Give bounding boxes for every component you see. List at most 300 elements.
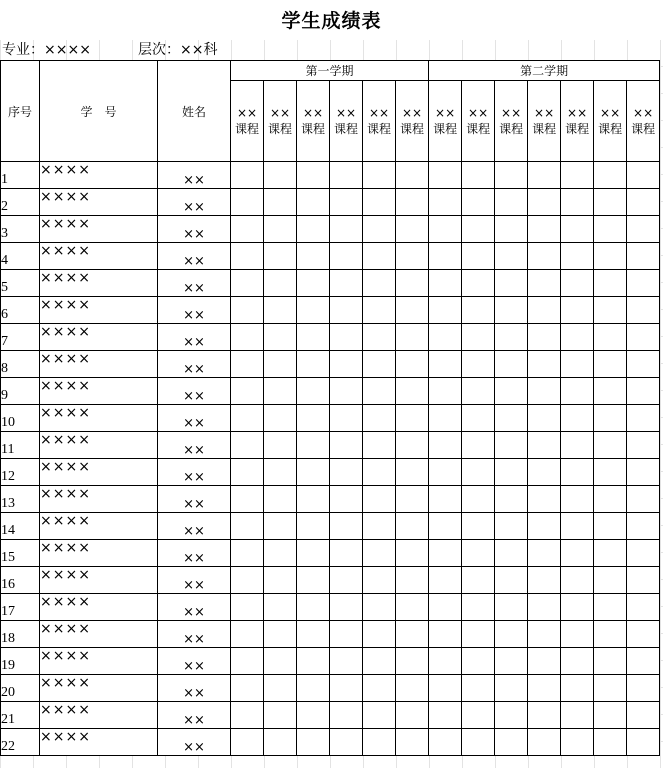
grade-cell[interactable]	[264, 513, 297, 540]
grade-cell[interactable]	[561, 594, 594, 621]
student-name-cell[interactable]: ××	[158, 297, 231, 324]
grade-cell[interactable]	[330, 594, 363, 621]
grade-cell[interactable]	[528, 621, 561, 648]
grade-cell[interactable]	[330, 162, 363, 189]
grade-cell[interactable]	[627, 432, 660, 459]
grade-cell[interactable]	[627, 513, 660, 540]
grade-cell[interactable]	[330, 567, 363, 594]
grade-cell[interactable]	[561, 405, 594, 432]
student-id-cell[interactable]: ××××	[40, 162, 158, 189]
grade-cell[interactable]	[561, 243, 594, 270]
row-number[interactable]: 16	[1, 567, 40, 594]
student-id-cell[interactable]: ××××	[40, 432, 158, 459]
grade-cell[interactable]	[462, 270, 495, 297]
student-id-cell[interactable]: ××××	[40, 297, 158, 324]
grade-cell[interactable]	[429, 324, 462, 351]
grade-cell[interactable]	[528, 189, 561, 216]
row-number[interactable]: 14	[1, 513, 40, 540]
grade-cell[interactable]	[627, 405, 660, 432]
grade-cell[interactable]	[561, 459, 594, 486]
grade-cell[interactable]	[429, 648, 462, 675]
student-name-cell[interactable]: ××	[158, 405, 231, 432]
grade-cell[interactable]	[330, 459, 363, 486]
grade-cell[interactable]	[528, 675, 561, 702]
student-id-cell[interactable]: ××××	[40, 648, 158, 675]
grade-cell[interactable]	[264, 594, 297, 621]
grade-cell[interactable]	[594, 432, 627, 459]
grade-cell[interactable]	[528, 432, 561, 459]
grade-cell[interactable]	[561, 216, 594, 243]
grade-cell[interactable]	[330, 513, 363, 540]
grade-cell[interactable]	[528, 513, 561, 540]
grade-cell[interactable]	[495, 189, 528, 216]
student-id-cell[interactable]: ××××	[40, 675, 158, 702]
grade-cell[interactable]	[363, 594, 396, 621]
grade-cell[interactable]	[528, 459, 561, 486]
grade-cell[interactable]	[264, 729, 297, 756]
grade-cell[interactable]	[363, 702, 396, 729]
grade-cell[interactable]	[627, 729, 660, 756]
grade-cell[interactable]	[594, 594, 627, 621]
grade-cell[interactable]	[429, 243, 462, 270]
grade-cell[interactable]	[264, 189, 297, 216]
student-name-cell[interactable]: ××	[158, 567, 231, 594]
grade-cell[interactable]	[297, 594, 330, 621]
student-name-cell[interactable]: ××	[158, 648, 231, 675]
grade-cell[interactable]	[231, 270, 264, 297]
grade-cell[interactable]	[561, 540, 594, 567]
grade-cell[interactable]	[495, 378, 528, 405]
grade-cell[interactable]	[495, 567, 528, 594]
row-number[interactable]: 3	[1, 216, 40, 243]
grade-cell[interactable]	[528, 729, 561, 756]
grade-cell[interactable]	[627, 270, 660, 297]
grade-cell[interactable]	[231, 675, 264, 702]
grade-cell[interactable]	[297, 297, 330, 324]
grade-cell[interactable]	[297, 432, 330, 459]
student-id-cell[interactable]: ××××	[40, 459, 158, 486]
student-id-cell[interactable]: ××××	[40, 270, 158, 297]
grade-cell[interactable]	[561, 162, 594, 189]
grade-cell[interactable]	[363, 675, 396, 702]
grade-cell[interactable]	[363, 432, 396, 459]
grade-cell[interactable]	[231, 459, 264, 486]
grade-cell[interactable]	[561, 270, 594, 297]
grade-cell[interactable]	[462, 351, 495, 378]
grade-cell[interactable]	[429, 189, 462, 216]
grade-cell[interactable]	[231, 594, 264, 621]
grade-cell[interactable]	[264, 270, 297, 297]
student-name-cell[interactable]: ××	[158, 432, 231, 459]
grade-cell[interactable]	[330, 297, 363, 324]
student-id-cell[interactable]: ××××	[40, 540, 158, 567]
grade-cell[interactable]	[627, 189, 660, 216]
row-number[interactable]: 7	[1, 324, 40, 351]
grade-cell[interactable]	[363, 648, 396, 675]
grade-cell[interactable]	[561, 567, 594, 594]
student-id-cell[interactable]: ××××	[40, 567, 158, 594]
grade-cell[interactable]	[264, 243, 297, 270]
student-name-cell[interactable]: ××	[158, 702, 231, 729]
grade-cell[interactable]	[462, 189, 495, 216]
grade-cell[interactable]	[429, 513, 462, 540]
row-number[interactable]: 8	[1, 351, 40, 378]
grade-cell[interactable]	[528, 243, 561, 270]
grade-cell[interactable]	[528, 648, 561, 675]
grade-cell[interactable]	[264, 648, 297, 675]
grade-cell[interactable]	[495, 405, 528, 432]
row-number[interactable]: 5	[1, 270, 40, 297]
grade-cell[interactable]	[264, 621, 297, 648]
grade-cell[interactable]	[297, 405, 330, 432]
grade-cell[interactable]	[396, 324, 429, 351]
grade-cell[interactable]	[396, 243, 429, 270]
grade-cell[interactable]	[594, 486, 627, 513]
grade-cell[interactable]	[396, 216, 429, 243]
student-id-cell[interactable]: ××××	[40, 378, 158, 405]
grade-cell[interactable]	[429, 351, 462, 378]
grade-cell[interactable]	[363, 540, 396, 567]
grade-cell[interactable]	[561, 702, 594, 729]
grade-cell[interactable]	[264, 459, 297, 486]
grade-cell[interactable]	[231, 324, 264, 351]
student-name-cell[interactable]: ××	[158, 378, 231, 405]
grade-cell[interactable]	[462, 216, 495, 243]
grade-cell[interactable]	[594, 513, 627, 540]
grade-cell[interactable]	[627, 567, 660, 594]
grade-cell[interactable]	[429, 216, 462, 243]
student-id-cell[interactable]: ××××	[40, 513, 158, 540]
student-id-cell[interactable]: ××××	[40, 189, 158, 216]
grade-cell[interactable]	[330, 540, 363, 567]
grade-cell[interactable]	[297, 324, 330, 351]
grade-cell[interactable]	[297, 675, 330, 702]
grade-cell[interactable]	[462, 297, 495, 324]
grade-cell[interactable]	[297, 702, 330, 729]
grade-cell[interactable]	[330, 648, 363, 675]
grade-cell[interactable]	[528, 351, 561, 378]
student-id-cell[interactable]: ××××	[40, 702, 158, 729]
grade-cell[interactable]	[528, 702, 561, 729]
student-name-cell[interactable]: ××	[158, 729, 231, 756]
grade-cell[interactable]	[462, 459, 495, 486]
grade-cell[interactable]	[627, 378, 660, 405]
grade-cell[interactable]	[396, 702, 429, 729]
row-number[interactable]: 15	[1, 540, 40, 567]
grade-cell[interactable]	[594, 648, 627, 675]
grade-cell[interactable]	[363, 459, 396, 486]
student-name-cell[interactable]: ××	[158, 270, 231, 297]
row-number[interactable]: 18	[1, 621, 40, 648]
student-name-cell[interactable]: ××	[158, 324, 231, 351]
grade-cell[interactable]	[528, 405, 561, 432]
grade-cell[interactable]	[495, 486, 528, 513]
grade-cell[interactable]	[297, 621, 330, 648]
grade-cell[interactable]	[495, 702, 528, 729]
grade-cell[interactable]	[561, 513, 594, 540]
grade-cell[interactable]	[561, 486, 594, 513]
grade-cell[interactable]	[462, 513, 495, 540]
grade-cell[interactable]	[429, 729, 462, 756]
grade-cell[interactable]	[561, 324, 594, 351]
grade-cell[interactable]	[363, 189, 396, 216]
grade-cell[interactable]	[330, 432, 363, 459]
grade-cell[interactable]	[330, 189, 363, 216]
grade-cell[interactable]	[396, 378, 429, 405]
grade-cell[interactable]	[297, 459, 330, 486]
grade-cell[interactable]	[297, 162, 330, 189]
grade-cell[interactable]	[363, 378, 396, 405]
grade-cell[interactable]	[594, 243, 627, 270]
grade-cell[interactable]	[627, 621, 660, 648]
grade-cell[interactable]	[528, 297, 561, 324]
grade-cell[interactable]	[528, 567, 561, 594]
grade-cell[interactable]	[396, 513, 429, 540]
grade-cell[interactable]	[627, 459, 660, 486]
grade-cell[interactable]	[396, 621, 429, 648]
grade-cell[interactable]	[363, 405, 396, 432]
grade-cell[interactable]	[429, 702, 462, 729]
grade-cell[interactable]	[528, 486, 561, 513]
grade-cell[interactable]	[495, 459, 528, 486]
row-number[interactable]: 2	[1, 189, 40, 216]
grade-cell[interactable]	[495, 432, 528, 459]
grade-cell[interactable]	[231, 216, 264, 243]
grade-cell[interactable]	[594, 567, 627, 594]
grade-cell[interactable]	[627, 594, 660, 621]
grade-cell[interactable]	[429, 459, 462, 486]
grade-cell[interactable]	[594, 729, 627, 756]
grade-cell[interactable]	[627, 324, 660, 351]
grade-cell[interactable]	[396, 162, 429, 189]
grade-cell[interactable]	[462, 729, 495, 756]
grade-cell[interactable]	[396, 432, 429, 459]
grade-cell[interactable]	[495, 729, 528, 756]
grade-cell[interactable]	[495, 243, 528, 270]
grade-cell[interactable]	[297, 351, 330, 378]
grade-cell[interactable]	[297, 729, 330, 756]
grade-cell[interactable]	[363, 486, 396, 513]
student-name-cell[interactable]: ××	[158, 540, 231, 567]
row-number[interactable]: 19	[1, 648, 40, 675]
grade-cell[interactable]	[363, 324, 396, 351]
grade-cell[interactable]	[396, 297, 429, 324]
grade-cell[interactable]	[528, 540, 561, 567]
student-name-cell[interactable]: ××	[158, 513, 231, 540]
grade-cell[interactable]	[594, 621, 627, 648]
grade-cell[interactable]	[330, 351, 363, 378]
grade-cell[interactable]	[627, 486, 660, 513]
grade-cell[interactable]	[429, 594, 462, 621]
grade-cell[interactable]	[231, 567, 264, 594]
grade-cell[interactable]	[462, 567, 495, 594]
grade-cell[interactable]	[429, 567, 462, 594]
grade-cell[interactable]	[396, 675, 429, 702]
grade-cell[interactable]	[264, 675, 297, 702]
grade-cell[interactable]	[363, 162, 396, 189]
grade-cell[interactable]	[297, 243, 330, 270]
grade-cell[interactable]	[231, 162, 264, 189]
student-id-cell[interactable]: ××××	[40, 351, 158, 378]
grade-cell[interactable]	[528, 216, 561, 243]
grade-cell[interactable]	[396, 459, 429, 486]
grade-cell[interactable]	[264, 486, 297, 513]
student-id-cell[interactable]: ××××	[40, 324, 158, 351]
grade-cell[interactable]	[396, 540, 429, 567]
student-name-cell[interactable]: ××	[158, 162, 231, 189]
grade-cell[interactable]	[330, 243, 363, 270]
grade-cell[interactable]	[462, 621, 495, 648]
grade-cell[interactable]	[495, 324, 528, 351]
grade-cell[interactable]	[396, 648, 429, 675]
grade-cell[interactable]	[396, 486, 429, 513]
grade-cell[interactable]	[528, 324, 561, 351]
grade-cell[interactable]	[594, 675, 627, 702]
grade-cell[interactable]	[330, 702, 363, 729]
grade-cell[interactable]	[363, 270, 396, 297]
grade-cell[interactable]	[627, 297, 660, 324]
grade-cell[interactable]	[594, 351, 627, 378]
grade-cell[interactable]	[297, 540, 330, 567]
grade-cell[interactable]	[594, 324, 627, 351]
grade-cell[interactable]	[363, 216, 396, 243]
grade-cell[interactable]	[462, 675, 495, 702]
grade-cell[interactable]	[264, 324, 297, 351]
student-id-cell[interactable]: ××××	[40, 594, 158, 621]
grade-cell[interactable]	[231, 189, 264, 216]
grade-cell[interactable]	[231, 513, 264, 540]
row-number[interactable]: 21	[1, 702, 40, 729]
grade-cell[interactable]	[495, 648, 528, 675]
grade-cell[interactable]	[561, 297, 594, 324]
grade-cell[interactable]	[429, 432, 462, 459]
grade-cell[interactable]	[594, 189, 627, 216]
grade-cell[interactable]	[627, 648, 660, 675]
grade-cell[interactable]	[561, 729, 594, 756]
grade-cell[interactable]	[495, 216, 528, 243]
student-name-cell[interactable]: ××	[158, 243, 231, 270]
row-number[interactable]: 17	[1, 594, 40, 621]
grade-cell[interactable]	[462, 540, 495, 567]
row-number[interactable]: 6	[1, 297, 40, 324]
student-name-cell[interactable]: ××	[158, 675, 231, 702]
grade-cell[interactable]	[594, 459, 627, 486]
grade-cell[interactable]	[429, 675, 462, 702]
row-number[interactable]: 12	[1, 459, 40, 486]
grade-cell[interactable]	[231, 297, 264, 324]
student-name-cell[interactable]: ××	[158, 351, 231, 378]
grade-cell[interactable]	[594, 540, 627, 567]
grade-cell[interactable]	[429, 405, 462, 432]
grade-cell[interactable]	[462, 702, 495, 729]
grade-cell[interactable]	[462, 432, 495, 459]
grade-cell[interactable]	[462, 378, 495, 405]
student-id-cell[interactable]: ××××	[40, 243, 158, 270]
grade-cell[interactable]	[363, 729, 396, 756]
grade-cell[interactable]	[264, 567, 297, 594]
row-number[interactable]: 1	[1, 162, 40, 189]
grade-cell[interactable]	[594, 162, 627, 189]
grade-cell[interactable]	[462, 243, 495, 270]
grade-cell[interactable]	[594, 216, 627, 243]
grade-cell[interactable]	[363, 621, 396, 648]
grade-cell[interactable]	[594, 378, 627, 405]
grade-cell[interactable]	[561, 675, 594, 702]
row-number[interactable]: 9	[1, 378, 40, 405]
student-id-cell[interactable]: ××××	[40, 405, 158, 432]
grade-cell[interactable]	[396, 270, 429, 297]
grade-cell[interactable]	[264, 162, 297, 189]
row-number[interactable]: 11	[1, 432, 40, 459]
grade-cell[interactable]	[561, 648, 594, 675]
grade-cell[interactable]	[264, 702, 297, 729]
grade-cell[interactable]	[561, 378, 594, 405]
grade-cell[interactable]	[231, 729, 264, 756]
grade-cell[interactable]	[561, 189, 594, 216]
grade-cell[interactable]	[231, 405, 264, 432]
grade-cell[interactable]	[330, 216, 363, 243]
grade-cell[interactable]	[297, 567, 330, 594]
grade-cell[interactable]	[264, 540, 297, 567]
student-name-cell[interactable]: ××	[158, 594, 231, 621]
grade-cell[interactable]	[396, 351, 429, 378]
grade-cell[interactable]	[297, 378, 330, 405]
grade-cell[interactable]	[396, 729, 429, 756]
student-name-cell[interactable]: ××	[158, 189, 231, 216]
grade-cell[interactable]	[495, 162, 528, 189]
grade-cell[interactable]	[462, 594, 495, 621]
row-number[interactable]: 22	[1, 729, 40, 756]
student-id-cell[interactable]: ××××	[40, 621, 158, 648]
grade-cell[interactable]	[363, 351, 396, 378]
grade-cell[interactable]	[528, 378, 561, 405]
grade-cell[interactable]	[264, 351, 297, 378]
grade-cell[interactable]	[495, 540, 528, 567]
row-number[interactable]: 13	[1, 486, 40, 513]
grade-cell[interactable]	[429, 540, 462, 567]
grade-cell[interactable]	[627, 162, 660, 189]
grade-cell[interactable]	[264, 432, 297, 459]
grade-cell[interactable]	[462, 648, 495, 675]
grade-cell[interactable]	[462, 486, 495, 513]
grade-cell[interactable]	[627, 675, 660, 702]
grade-cell[interactable]	[528, 162, 561, 189]
grade-cell[interactable]	[429, 297, 462, 324]
grade-cell[interactable]	[429, 162, 462, 189]
grade-cell[interactable]	[330, 675, 363, 702]
grade-cell[interactable]	[627, 243, 660, 270]
grade-cell[interactable]	[297, 270, 330, 297]
grade-cell[interactable]	[495, 297, 528, 324]
grade-cell[interactable]	[231, 351, 264, 378]
grade-cell[interactable]	[627, 351, 660, 378]
grade-cell[interactable]	[495, 270, 528, 297]
grade-cell[interactable]	[231, 702, 264, 729]
grade-cell[interactable]	[528, 594, 561, 621]
student-id-cell[interactable]: ××××	[40, 729, 158, 756]
row-number[interactable]: 10	[1, 405, 40, 432]
grade-cell[interactable]	[495, 594, 528, 621]
grade-cell[interactable]	[528, 270, 561, 297]
grade-cell[interactable]	[429, 378, 462, 405]
grade-cell[interactable]	[231, 648, 264, 675]
student-id-cell[interactable]: ××××	[40, 216, 158, 243]
grade-cell[interactable]	[495, 675, 528, 702]
grade-cell[interactable]	[363, 297, 396, 324]
student-name-cell[interactable]: ××	[158, 621, 231, 648]
grade-cell[interactable]	[627, 702, 660, 729]
grade-cell[interactable]	[231, 243, 264, 270]
